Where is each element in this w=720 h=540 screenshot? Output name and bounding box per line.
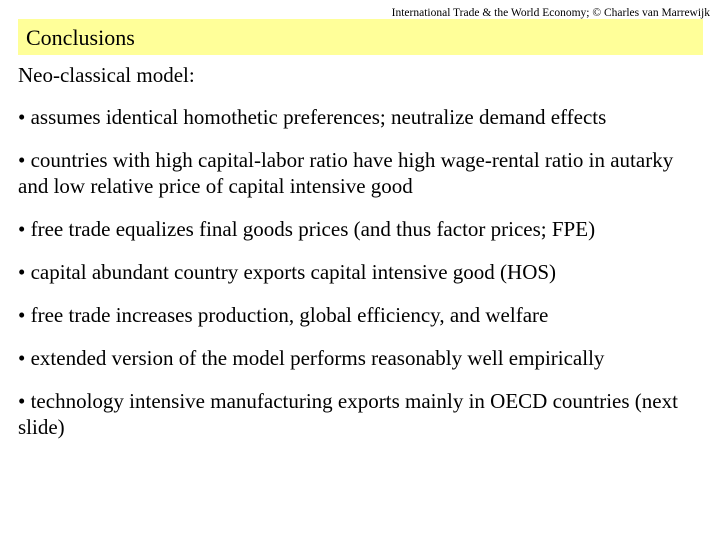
bullet-item: • technology intensive manufacturing exports mainly in OECD countries (next slide)	[18, 389, 678, 439]
slide-content	[18, 62, 708, 457]
bullet-item: • assumes identical homothetic preferences; neutralize demand effects	[18, 105, 607, 129]
bullet-item: • capital abundant country exports capital intensive good (HOS)	[18, 260, 557, 284]
intro-text: Neo-classical model:	[18, 63, 195, 87]
bullet-item: • extended version of the model performs reasonably well empirically	[18, 346, 605, 370]
header-credit: International Trade & the World Economy; © Charles van Marrewijk	[391, 7, 710, 19]
slide-title: Conclusions	[26, 25, 135, 50]
bullet-item: • countries with high capital-labor ratio have high wage-rental ratio in autarky and low relative price of capital intensive good	[18, 148, 674, 198]
bullet-item: • free trade equalizes final goods prices (and thus factor prices; FPE)	[18, 217, 596, 241]
title-bar	[18, 19, 703, 55]
bullet-item: • free trade increases production, global efficiency, and welfare	[18, 303, 549, 327]
